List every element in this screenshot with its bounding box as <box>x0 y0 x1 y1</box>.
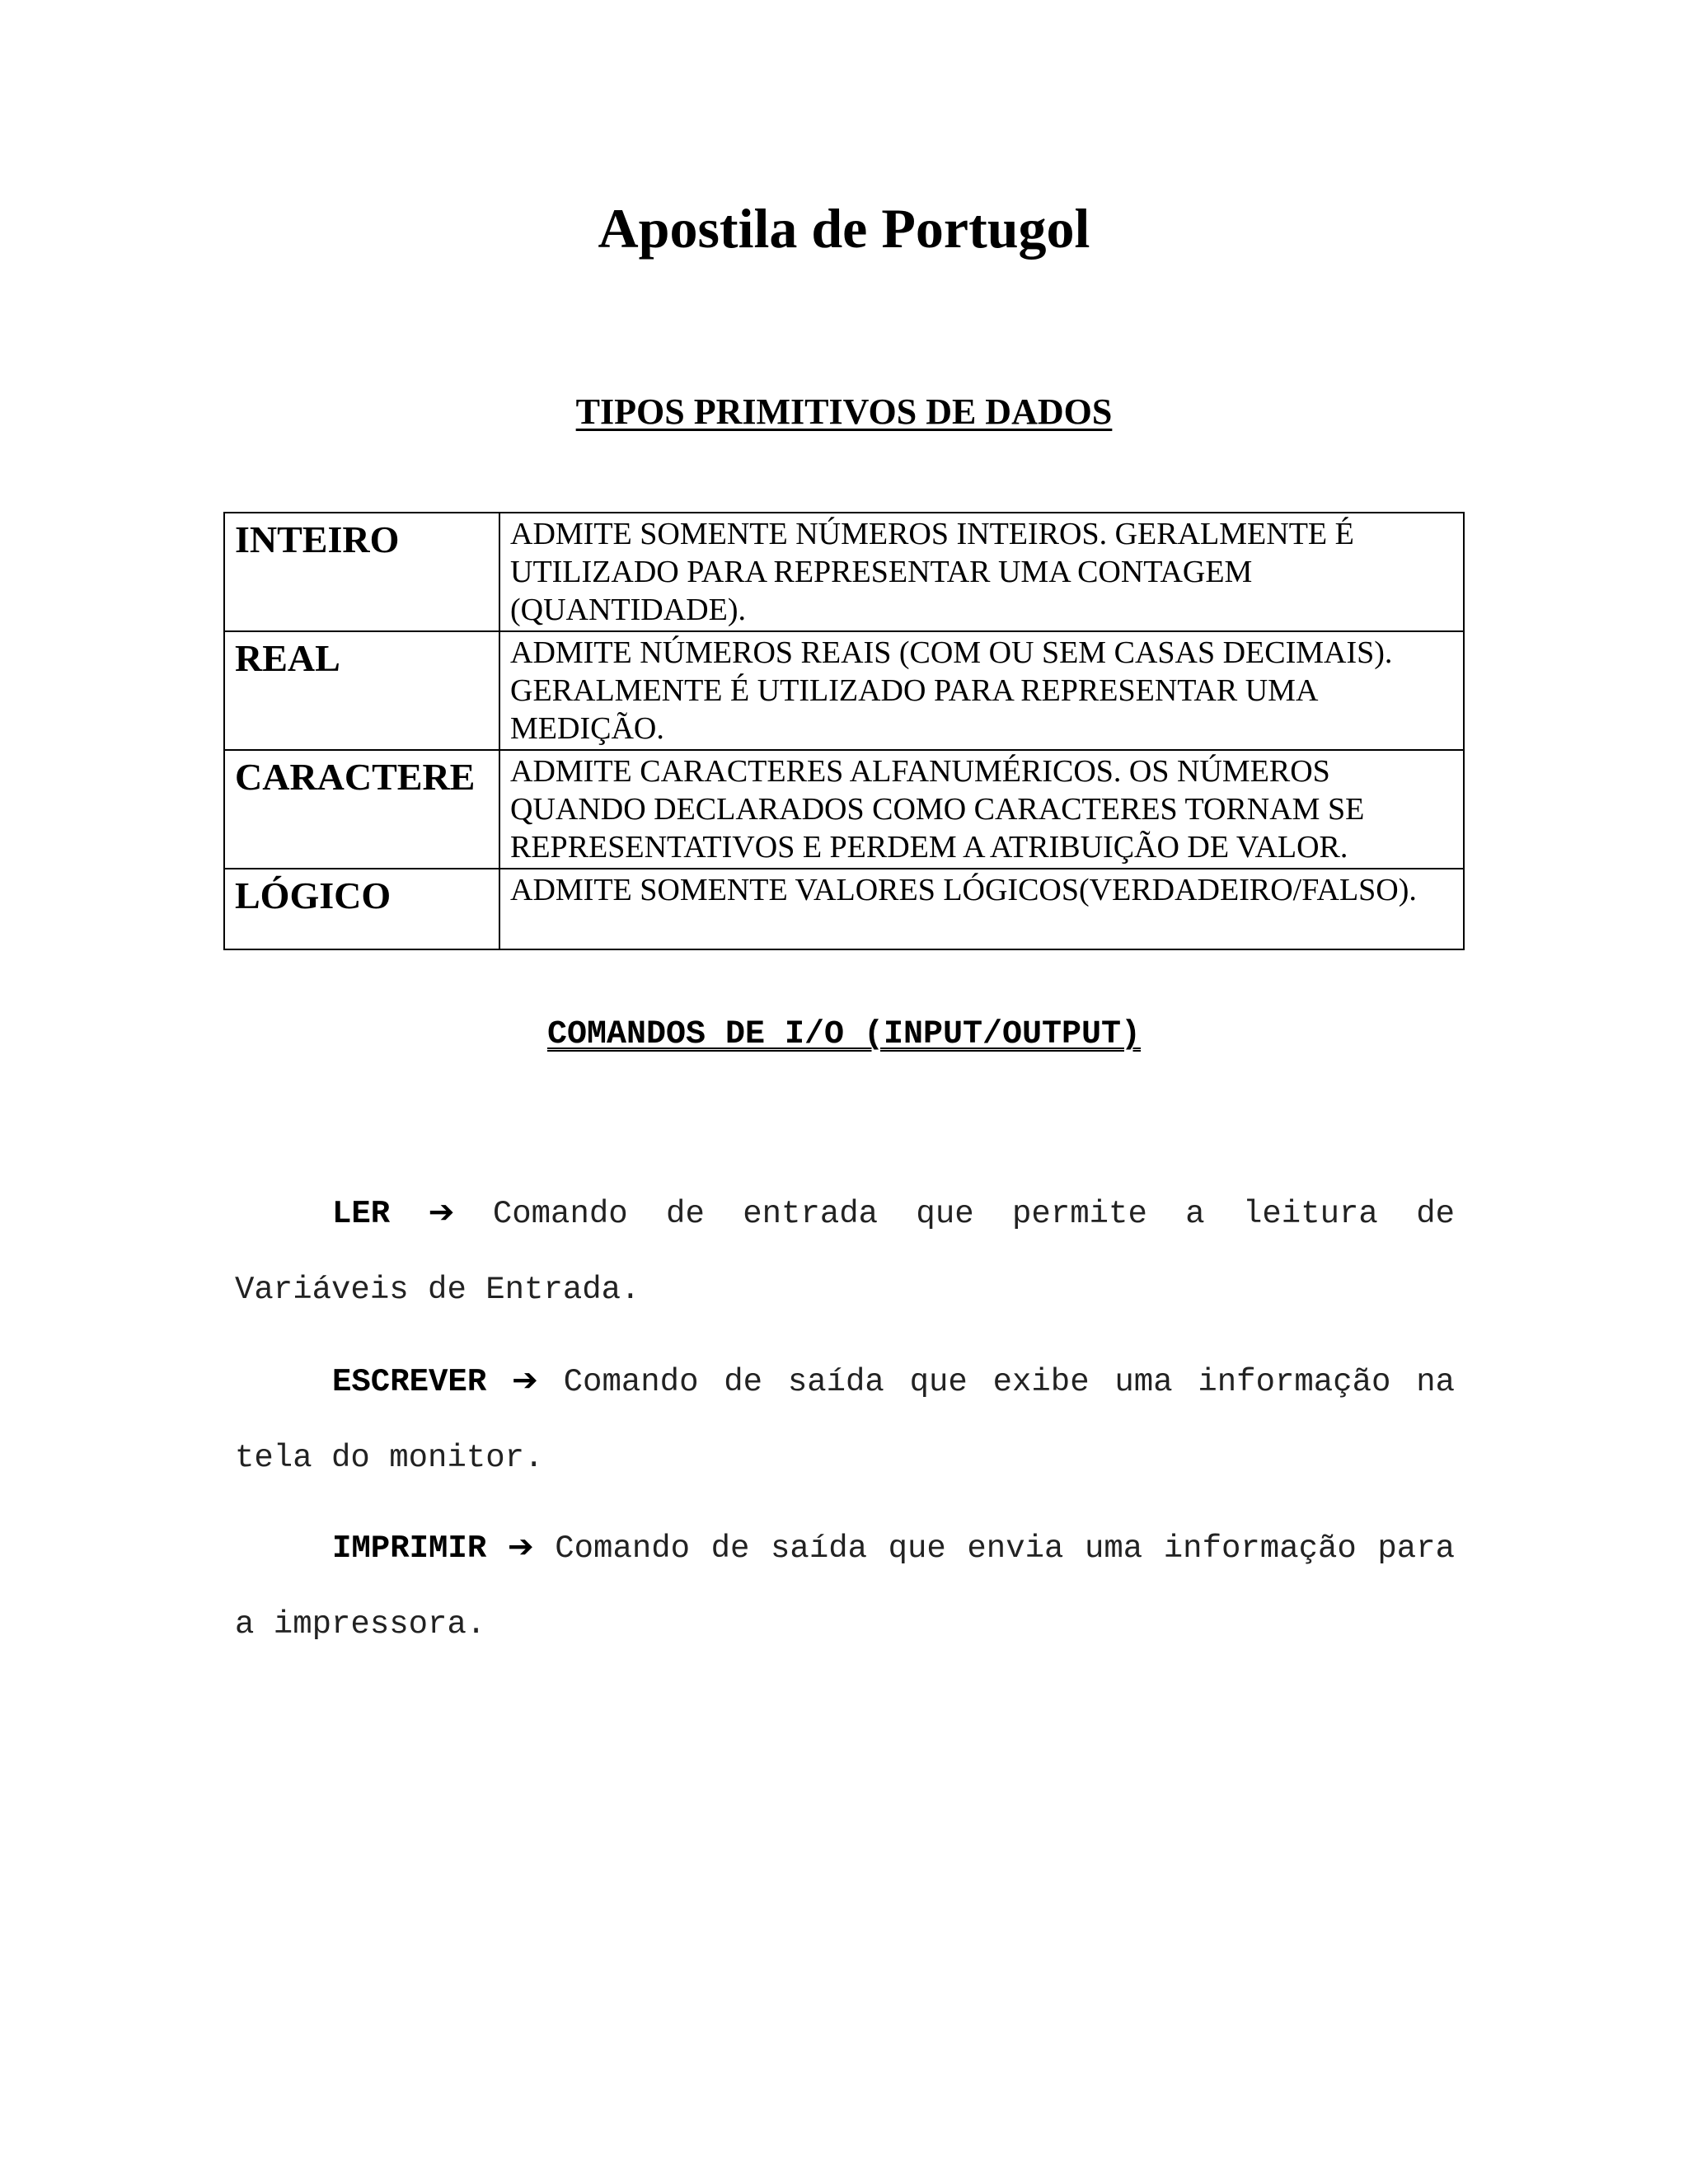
command-ler-paragraph <box>235 1174 1455 1328</box>
right-arrow-icon: ➔ <box>428 1193 455 1230</box>
table-row <box>224 869 1464 949</box>
command-description-ler: Comando de entrada que permite a leitura de Variáveis de Entrada. <box>235 1196 1456 1308</box>
type-description-real: ADMITE NÚMEROS REAIS (COM OU SEM CASAS DECIMAIS). GERALMENTE É UTILIZADO PARA REPRESENTAR UMA MEDIÇÃO. <box>499 631 1464 750</box>
type-description-inteiro: ADMITE SOMENTE NÚMEROS INTEIROS. GERALMENTE É UTILIZADO PARA REPRESENTAR UMA CONTAGEM (QUANTIDADE). <box>499 513 1464 631</box>
io-section-heading-text: COMANDOS DE I/O (INPUT/OUTPUT) <box>546 1016 1142 1053</box>
command-description-imprimir: Comando de saída que envia uma informação para a impressora. <box>235 1530 1456 1643</box>
types-section-heading-text: TIPOS PRIMITIVOS DE DADOS <box>575 391 1113 432</box>
type-name-real: REAL <box>224 631 499 750</box>
io-section-heading <box>0 1014 1688 1057</box>
command-name-imprimir: IMPRIMIR <box>332 1530 487 1567</box>
type-name-logico: LÓGICO <box>224 869 499 949</box>
command-description-escrever: Comando de saída que exibe uma informação na tela do monitor. <box>235 1364 1455 1476</box>
type-description-logico: ADMITE SOMENTE VALORES LÓGICOS(VERDADEIRO/FALSO). <box>499 869 1464 949</box>
type-description-caractere: ADMITE CARACTERES ALFANUMÉRICOS. OS NÚMEROS QUANDO DECLARADOS COMO CARACTERES TORNAM SE REPRESENTATIVOS E PERDEM A ATRIBUIÇÃO DE VALOR. <box>499 750 1464 869</box>
table-row <box>224 750 1464 869</box>
command-escrever-paragraph <box>235 1342 1455 1496</box>
right-arrow-icon: ➔ <box>507 1528 534 1564</box>
right-arrow-icon: ➔ <box>512 1361 538 1398</box>
command-imprimir-paragraph <box>235 1508 1455 1662</box>
page-title: Apostila de Portugol <box>598 197 1090 260</box>
command-name-escrever: ESCREVER <box>332 1364 487 1400</box>
types-section-heading <box>0 389 1688 435</box>
table-row <box>224 631 1464 750</box>
primitive-types-table <box>223 512 1465 950</box>
command-name-ler: LER <box>332 1196 391 1232</box>
type-name-caractere: CARACTERE <box>224 750 499 869</box>
type-name-inteiro: INTEIRO <box>224 513 499 631</box>
table-row <box>224 513 1464 631</box>
